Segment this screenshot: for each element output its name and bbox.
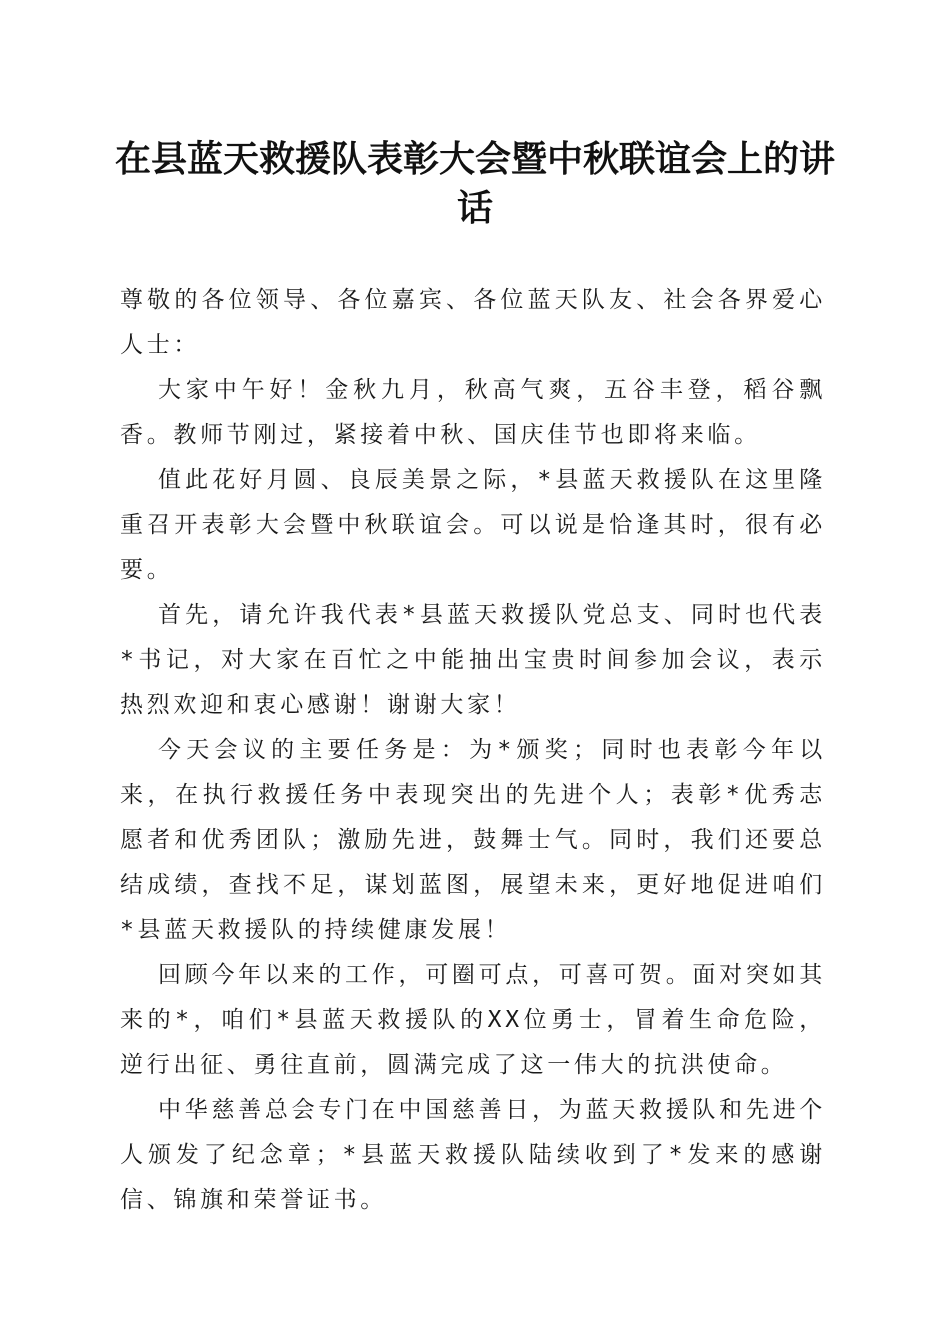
document-title: 在县蓝天救援队表彰大会暨中秋联谊会上的讲话	[114, 138, 835, 229]
paragraph-review: 回顾今年以来的工作，可圈可点，可喜可贺。面对突如其来的*，咱们*县蓝天救援队的XX位勇士，冒着生命危险，逆行出征、勇往直前，圆满完成了这一伟大的抗洪使命。	[120, 962, 826, 1078]
paragraph-honors: 中华慈善总会专门在中国慈善日，为蓝天救援队和先进个人颁发了纪念章；*县蓝天救援队陆续收到了*发来的感谢信、锦旗和荣誉证书。	[120, 1097, 826, 1213]
document-body	[120, 278, 826, 1223]
paragraph-welcome: 首先，请允许我代表*县蓝天救援队党总支、同时也代表*书记，对大家在百忙之中能抽出宝贵时间参加会议，表示热烈欢迎和衷心感谢！谢谢大家！	[120, 602, 826, 718]
salutation: 尊敬的各位领导、各位嘉宾、各位蓝天队友、社会各界爱心人士：	[120, 287, 826, 358]
paragraph-tasks: 今天会议的主要任务是：为*颁奖；同时也表彰今年以来，在执行救援任务中表现突出的先进个人；表彰*优秀志愿者和优秀团队；激励先进，鼓舞士气。同时，我们还要总结成绩，查找不足，谋划蓝图，展望未来，更好地促进咱们*县蓝天救援队的持续健康发展！	[120, 737, 826, 943]
paragraph-greeting: 大家中午好！金秋九月，秋高气爽，五谷丰登，稻谷飘香。教师节刚过，紧接着中秋、国庆佳节也即将来临。	[120, 377, 826, 448]
paragraph-occasion: 值此花好月圆、良辰美景之际，*县蓝天救援队在这里隆重召开表彰大会暨中秋联谊会。可以说是恰逢其时，很有必要。	[120, 467, 826, 583]
